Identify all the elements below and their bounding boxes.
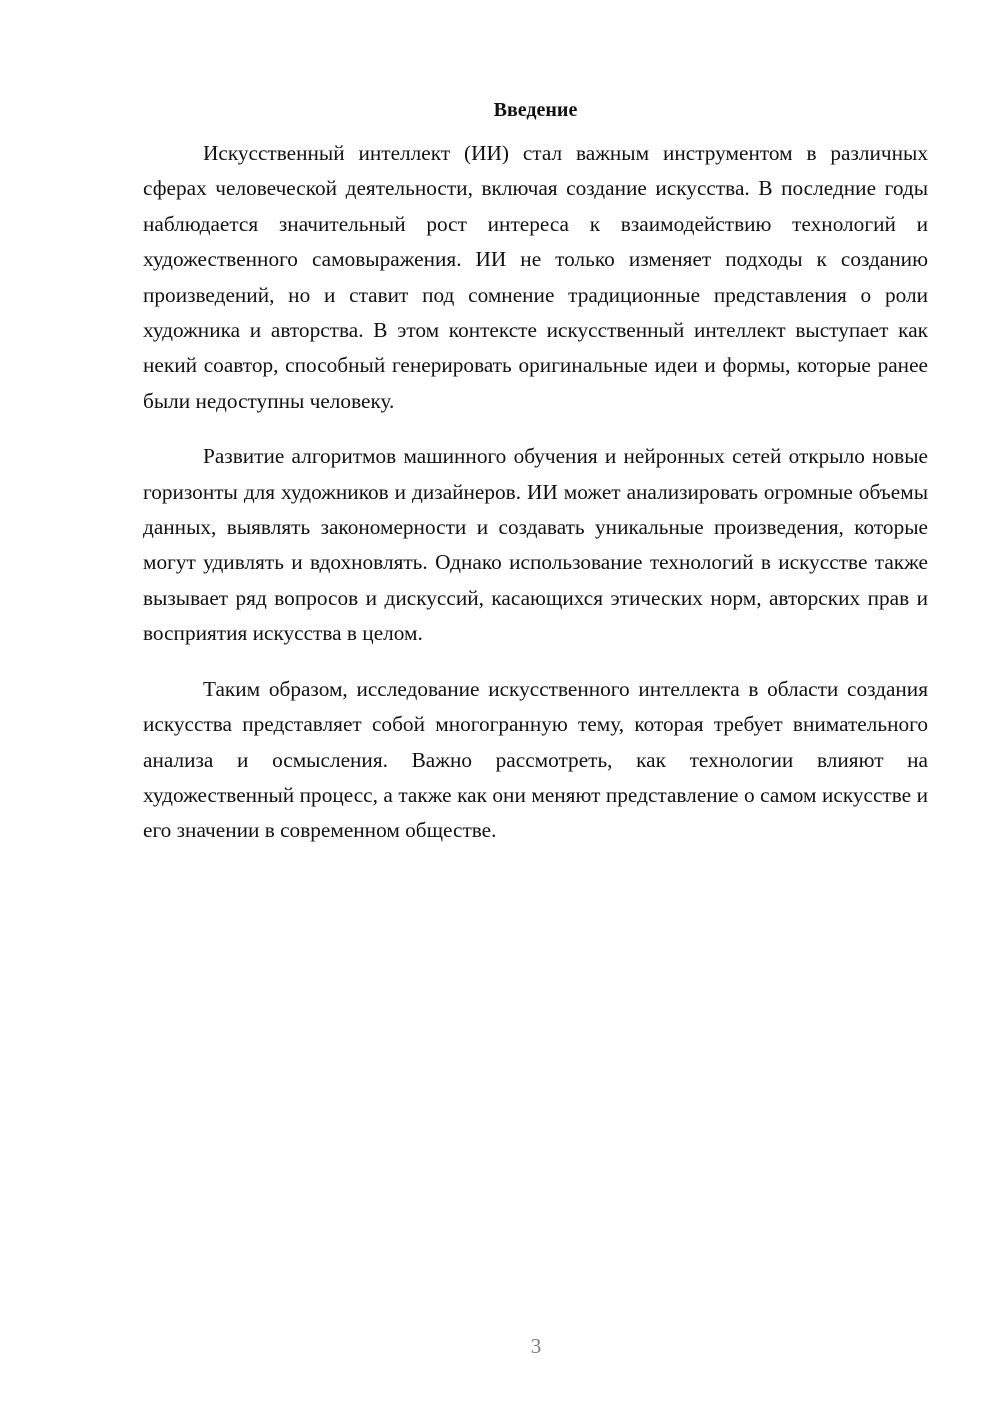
document-page [143, 96, 928, 869]
section-title: Введение [493, 99, 578, 121]
paragraph-development: Развитие алгоритмов машинного обучения и нейронных сетей открыло новые горизонты для художников и дизайнеров. ИИ может анализировать огромные объемы данных, выявлять закономерности и создавать уникальные произведения, которые могут удивлять и вдохновлять. Однако использование технологий в искусстве также вызывает ряд вопросов и дискуссий, касающихся этических норм, авторских прав и восприятия искусства в целом. [143, 444, 928, 646]
paragraph-conclusion: Таким образом, исследование искусственного интеллекта в области создания искусства представляет собой многогранную тему, которая требует внимательного анализа и осмысления. Важно рассмотреть, как технологии влияют на художественный процесс, а также как они меняют представление о самом искусстве и его значении в современном обществе. [143, 676, 928, 843]
paragraph-intro: Искусственный интеллект (ИИ) стал важным инструментом в различных сферах человеческой деятельности, включая создание искусства. В последние годы наблюдается значительный рост интереса к взаимодействию технологий и художественного самовыражения. ИИ не только изменяет подходы к созданию произведений, но и ставит под сомнение традиционные представления о роли художника и авторства. В этом контексте искусственный интеллект выступает как некий соавтор, способный генерировать оригинальные идеи и формы, которые ранее были недоступны человеку. [143, 141, 928, 413]
page-number: 3 [530, 1334, 542, 1358]
